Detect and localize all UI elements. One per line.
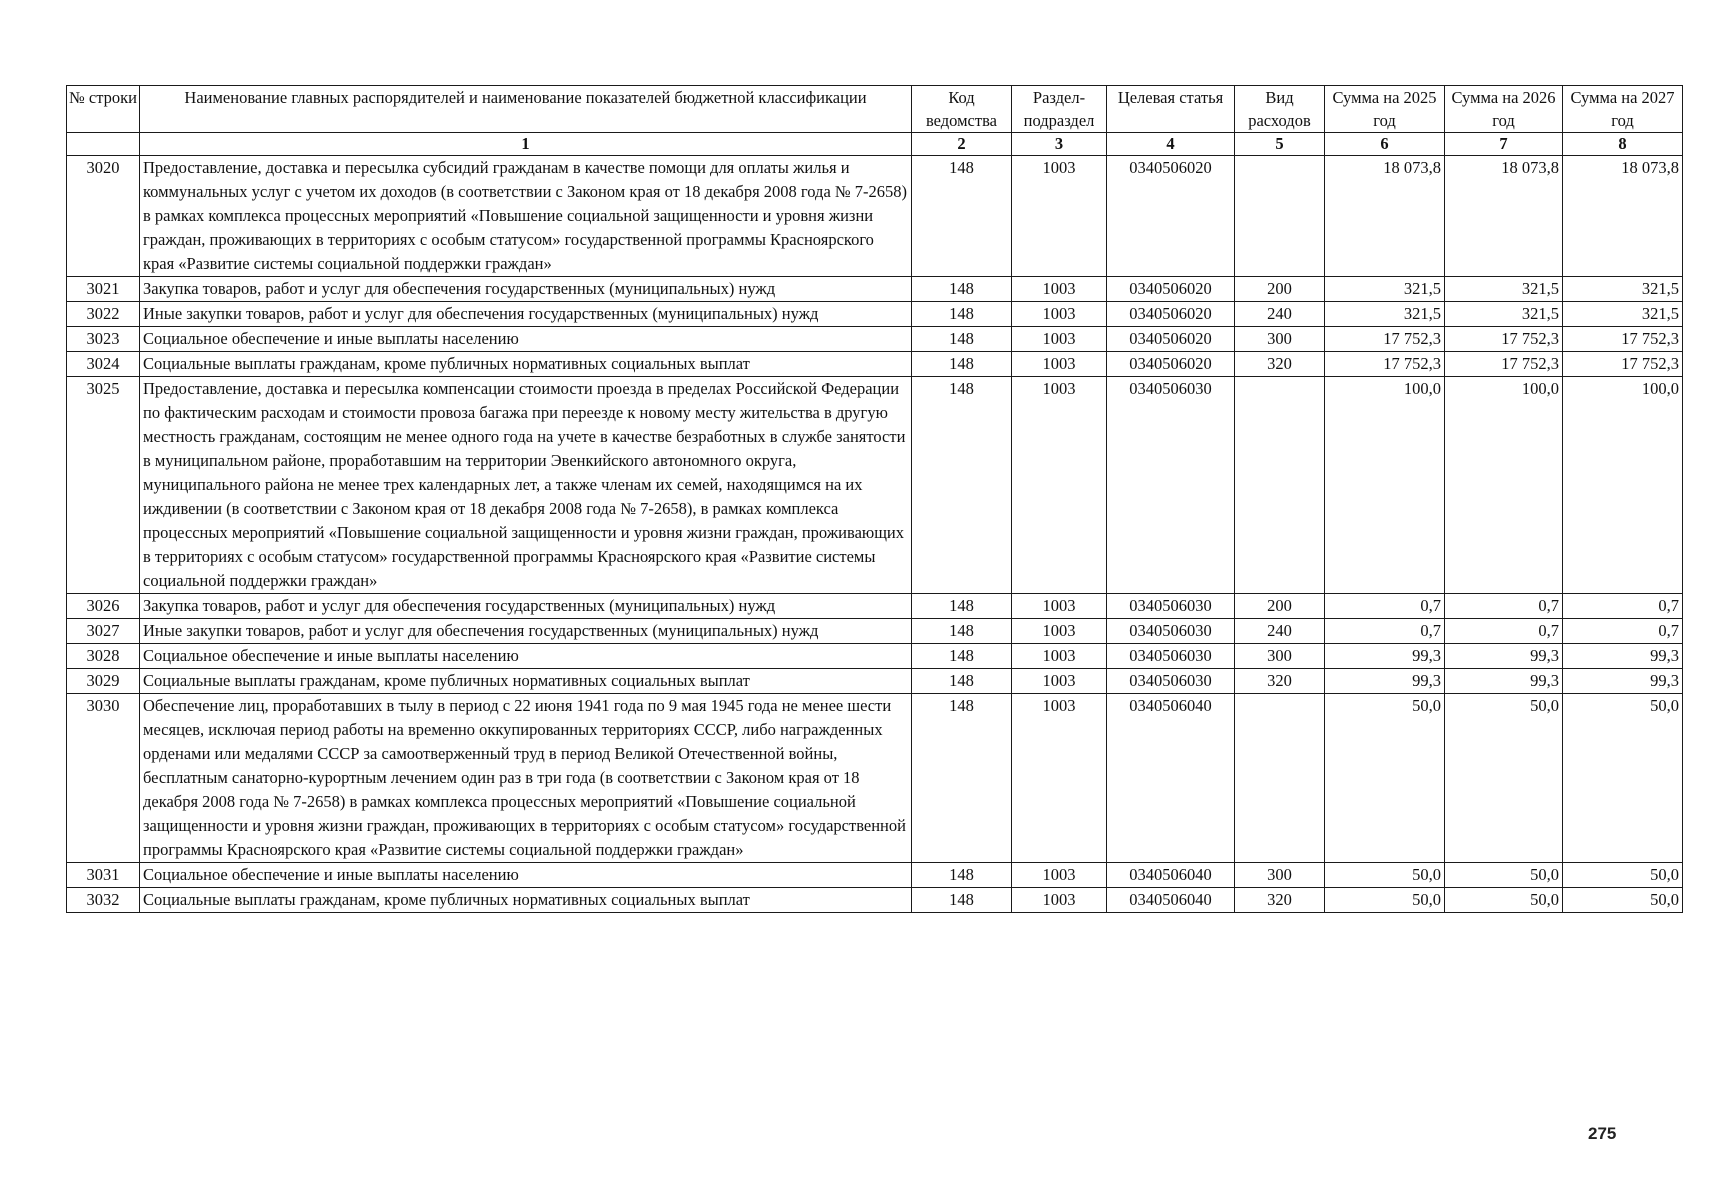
- row-number-cell: 3028: [67, 644, 140, 669]
- department-code-cell: 148: [912, 888, 1012, 913]
- sum-2025-cell: 18 073,8: [1325, 156, 1445, 277]
- expense-type-cell: 320: [1235, 888, 1325, 913]
- expense-type-cell: 320: [1235, 352, 1325, 377]
- row-number-cell: 3023: [67, 327, 140, 352]
- row-name-cell: Социальное обеспечение и иные выплаты населению: [140, 644, 912, 669]
- row-name-cell: Иные закупки товаров, работ и услуг для обеспечения государственных (муниципальных) нужд: [140, 302, 912, 327]
- department-code-cell: 148: [912, 594, 1012, 619]
- header-sum-2027: Сумма на 2027 год: [1563, 86, 1683, 133]
- sum-2025-cell: 0,7: [1325, 619, 1445, 644]
- expense-type-cell: 240: [1235, 302, 1325, 327]
- column-number: 7: [1445, 133, 1563, 156]
- column-number: 2: [912, 133, 1012, 156]
- sum-2025-cell: 99,3: [1325, 644, 1445, 669]
- expense-type-cell: [1235, 694, 1325, 863]
- page-number: 275: [1588, 1124, 1617, 1143]
- section-cell: 1003: [1012, 669, 1107, 694]
- section-cell: 1003: [1012, 619, 1107, 644]
- department-code-cell: 148: [912, 156, 1012, 277]
- department-code-cell: 148: [912, 327, 1012, 352]
- row-name-cell: Социальное обеспечение и иные выплаты населению: [140, 863, 912, 888]
- row-number-cell: 3031: [67, 863, 140, 888]
- sum-2026-cell: 321,5: [1445, 302, 1563, 327]
- sum-2027-cell: 321,5: [1563, 277, 1683, 302]
- sum-2025-cell: 0,7: [1325, 594, 1445, 619]
- budget-document: [66, 85, 1682, 913]
- header-section: Раздел-подраздел: [1012, 86, 1107, 133]
- sum-2025-cell: 100,0: [1325, 377, 1445, 594]
- section-cell: 1003: [1012, 888, 1107, 913]
- row-name-cell: Предоставление, доставка и пересылка компенсации стоимости проезда в пределах Российской Федерации по фактическим расходам и стоимости провоза багажа при переезде к новому месту жительства в другую местность гражданам, состоящим не менее одного года на учете в качестве безработных в службе занятости в муниципальном районе, проработавшим на территории Эвенкийского автономного округа, муниципального района не менее трех календарных лет, а также членам их семей, находящимся на их иждивении (в соответствии с Законом края от 18 декабря 2008 года № 7-2658), в рамках комплекса процессных мероприятий «Повышение социальной защищенности и уровня жизни граждан, проживающих в территориях с особым статусом» государственной программы Красноярского края «Развитие системы социальной поддержки граждан»: [140, 377, 912, 594]
- table-row: [67, 352, 1683, 377]
- section-cell: 1003: [1012, 352, 1107, 377]
- target-article-cell: 0340506020: [1107, 302, 1235, 327]
- expense-type-cell: 200: [1235, 277, 1325, 302]
- sum-2027-cell: 50,0: [1563, 694, 1683, 863]
- row-number-cell: 3029: [67, 669, 140, 694]
- row-number-cell: 3025: [67, 377, 140, 594]
- sum-2026-cell: 99,3: [1445, 669, 1563, 694]
- target-article-cell: 0340506030: [1107, 619, 1235, 644]
- target-article-cell: 0340506020: [1107, 327, 1235, 352]
- target-article-cell: 0340506030: [1107, 644, 1235, 669]
- target-article-cell: 0340506030: [1107, 669, 1235, 694]
- sum-2026-cell: 50,0: [1445, 888, 1563, 913]
- table-row: [67, 156, 1683, 277]
- column-number: 4: [1107, 133, 1235, 156]
- target-article-cell: 0340506040: [1107, 694, 1235, 863]
- table-row: [67, 277, 1683, 302]
- department-code-cell: 148: [912, 669, 1012, 694]
- sum-2027-cell: 0,7: [1563, 594, 1683, 619]
- table-row: [67, 619, 1683, 644]
- sum-2025-cell: 321,5: [1325, 302, 1445, 327]
- section-cell: 1003: [1012, 863, 1107, 888]
- department-code-cell: 148: [912, 277, 1012, 302]
- target-article-cell: 0340506020: [1107, 277, 1235, 302]
- section-cell: 1003: [1012, 694, 1107, 863]
- sum-2026-cell: 321,5: [1445, 277, 1563, 302]
- row-number-cell: 3027: [67, 619, 140, 644]
- target-article-cell: 0340506020: [1107, 156, 1235, 277]
- section-cell: 1003: [1012, 644, 1107, 669]
- department-code-cell: 148: [912, 619, 1012, 644]
- sum-2027-cell: 17 752,3: [1563, 352, 1683, 377]
- expense-type-cell: 240: [1235, 619, 1325, 644]
- table-row: [67, 327, 1683, 352]
- section-cell: 1003: [1012, 327, 1107, 352]
- sum-2025-cell: 17 752,3: [1325, 352, 1445, 377]
- table-row: [67, 694, 1683, 863]
- department-code-cell: 148: [912, 352, 1012, 377]
- sum-2027-cell: 99,3: [1563, 644, 1683, 669]
- expense-type-cell: 300: [1235, 327, 1325, 352]
- column-number: [67, 133, 140, 156]
- header-department-code: Код ведомства: [912, 86, 1012, 133]
- header-target-article: Целевая статья: [1107, 86, 1235, 133]
- sum-2027-cell: 50,0: [1563, 863, 1683, 888]
- row-name-cell: Социальные выплаты гражданам, кроме публичных нормативных социальных выплат: [140, 669, 912, 694]
- table-row: [67, 302, 1683, 327]
- sum-2026-cell: 0,7: [1445, 619, 1563, 644]
- sum-2026-cell: 100,0: [1445, 377, 1563, 594]
- column-number: 3: [1012, 133, 1107, 156]
- table-row: [67, 377, 1683, 594]
- header-sum-2026: Сумма на 2026 год: [1445, 86, 1563, 133]
- table-row: [67, 594, 1683, 619]
- row-name-cell: Иные закупки товаров, работ и услуг для обеспечения государственных (муниципальных) нужд: [140, 619, 912, 644]
- sum-2027-cell: 18 073,8: [1563, 156, 1683, 277]
- sum-2025-cell: 17 752,3: [1325, 327, 1445, 352]
- row-name-cell: Социальное обеспечение и иные выплаты населению: [140, 327, 912, 352]
- expense-type-cell: 200: [1235, 594, 1325, 619]
- header-sum-2025: Сумма на 2025 год: [1325, 86, 1445, 133]
- column-number: 8: [1563, 133, 1683, 156]
- header-row-number: № строки: [67, 86, 140, 133]
- row-name-cell: Обеспечение лиц, проработавших в тылу в период с 22 июня 1941 года по 9 мая 1945 года не менее шести месяцев, исключая период работы на временно оккупированных территориях СССР, либо награжденных орденами или медалями СССР за самоотверженный труд в период Великой Отечественной войны, бесплатным санаторно-курортным лечением один раз в три года (в соответствии с Законом края от 18 декабря 2008 года № 7-2658) в рамках комплекса процессных мероприятий «Повышение социальной защищенности и уровня жизни граждан, проживающих в территориях с особым статусом» государственной программы Красноярского края «Развитие системы социальной поддержки граждан»: [140, 694, 912, 863]
- expense-type-cell: [1235, 377, 1325, 594]
- header-name: Наименование главных распорядителей и наименование показателей бюджетной классификации: [140, 86, 912, 133]
- row-name-cell: Предоставление, доставка и пересылка субсидий гражданам в качестве помощи для оплаты жилья и коммунальных услуг с учетом их доходов (в соответствии с Законом края от 18 декабря 2008 года № 7-2658) в рамках комплекса процессных мероприятий «Повышение социальной защищенности и уровня жизни граждан, проживающих в территориях с особым статусом» государственной программы Красноярского края «Развитие системы социальной поддержки граждан»: [140, 156, 912, 277]
- row-name-cell: Закупка товаров, работ и услуг для обеспечения государственных (муниципальных) нужд: [140, 277, 912, 302]
- expense-type-cell: 320: [1235, 669, 1325, 694]
- section-cell: 1003: [1012, 302, 1107, 327]
- row-name-cell: Закупка товаров, работ и услуг для обеспечения государственных (муниципальных) нужд: [140, 594, 912, 619]
- sum-2026-cell: 17 752,3: [1445, 352, 1563, 377]
- row-name-cell: Социальные выплаты гражданам, кроме публичных нормативных социальных выплат: [140, 888, 912, 913]
- target-article-cell: 0340506020: [1107, 352, 1235, 377]
- row-number-cell: 3022: [67, 302, 140, 327]
- sum-2025-cell: 50,0: [1325, 694, 1445, 863]
- header-expense-type: Вид расходов: [1235, 86, 1325, 133]
- sum-2027-cell: 99,3: [1563, 669, 1683, 694]
- column-number: 5: [1235, 133, 1325, 156]
- section-cell: 1003: [1012, 277, 1107, 302]
- department-code-cell: 148: [912, 377, 1012, 594]
- row-number-cell: 3030: [67, 694, 140, 863]
- sum-2026-cell: 99,3: [1445, 644, 1563, 669]
- target-article-cell: 0340506040: [1107, 863, 1235, 888]
- sum-2026-cell: 17 752,3: [1445, 327, 1563, 352]
- sum-2027-cell: 100,0: [1563, 377, 1683, 594]
- department-code-cell: 148: [912, 302, 1012, 327]
- target-article-cell: 0340506030: [1107, 377, 1235, 594]
- sum-2025-cell: 50,0: [1325, 888, 1445, 913]
- sum-2025-cell: 321,5: [1325, 277, 1445, 302]
- sum-2027-cell: 50,0: [1563, 888, 1683, 913]
- sum-2027-cell: 0,7: [1563, 619, 1683, 644]
- row-number-cell: 3021: [67, 277, 140, 302]
- table-row: [67, 863, 1683, 888]
- table-body: [67, 156, 1683, 913]
- budget-table: [66, 85, 1683, 913]
- section-cell: 1003: [1012, 377, 1107, 594]
- target-article-cell: 0340506030: [1107, 594, 1235, 619]
- expense-type-cell: [1235, 156, 1325, 277]
- department-code-cell: 148: [912, 863, 1012, 888]
- sum-2026-cell: 50,0: [1445, 863, 1563, 888]
- row-name-cell: Социальные выплаты гражданам, кроме публичных нормативных социальных выплат: [140, 352, 912, 377]
- department-code-cell: 148: [912, 694, 1012, 863]
- sum-2027-cell: 17 752,3: [1563, 327, 1683, 352]
- row-number-cell: 3026: [67, 594, 140, 619]
- header-row: [67, 86, 1683, 133]
- expense-type-cell: 300: [1235, 644, 1325, 669]
- sum-2026-cell: 18 073,8: [1445, 156, 1563, 277]
- row-number-cell: 3024: [67, 352, 140, 377]
- sum-2027-cell: 321,5: [1563, 302, 1683, 327]
- table-row: [67, 669, 1683, 694]
- sum-2025-cell: 99,3: [1325, 669, 1445, 694]
- sum-2026-cell: 50,0: [1445, 694, 1563, 863]
- sum-2026-cell: 0,7: [1445, 594, 1563, 619]
- target-article-cell: 0340506040: [1107, 888, 1235, 913]
- column-number: 1: [140, 133, 912, 156]
- expense-type-cell: 300: [1235, 863, 1325, 888]
- row-number-cell: 3032: [67, 888, 140, 913]
- section-cell: 1003: [1012, 594, 1107, 619]
- department-code-cell: 148: [912, 644, 1012, 669]
- row-number-cell: 3020: [67, 156, 140, 277]
- column-number: 6: [1325, 133, 1445, 156]
- table-row: [67, 888, 1683, 913]
- section-cell: 1003: [1012, 156, 1107, 277]
- table-row: [67, 644, 1683, 669]
- sum-2025-cell: 50,0: [1325, 863, 1445, 888]
- column-number-row: [67, 133, 1683, 156]
